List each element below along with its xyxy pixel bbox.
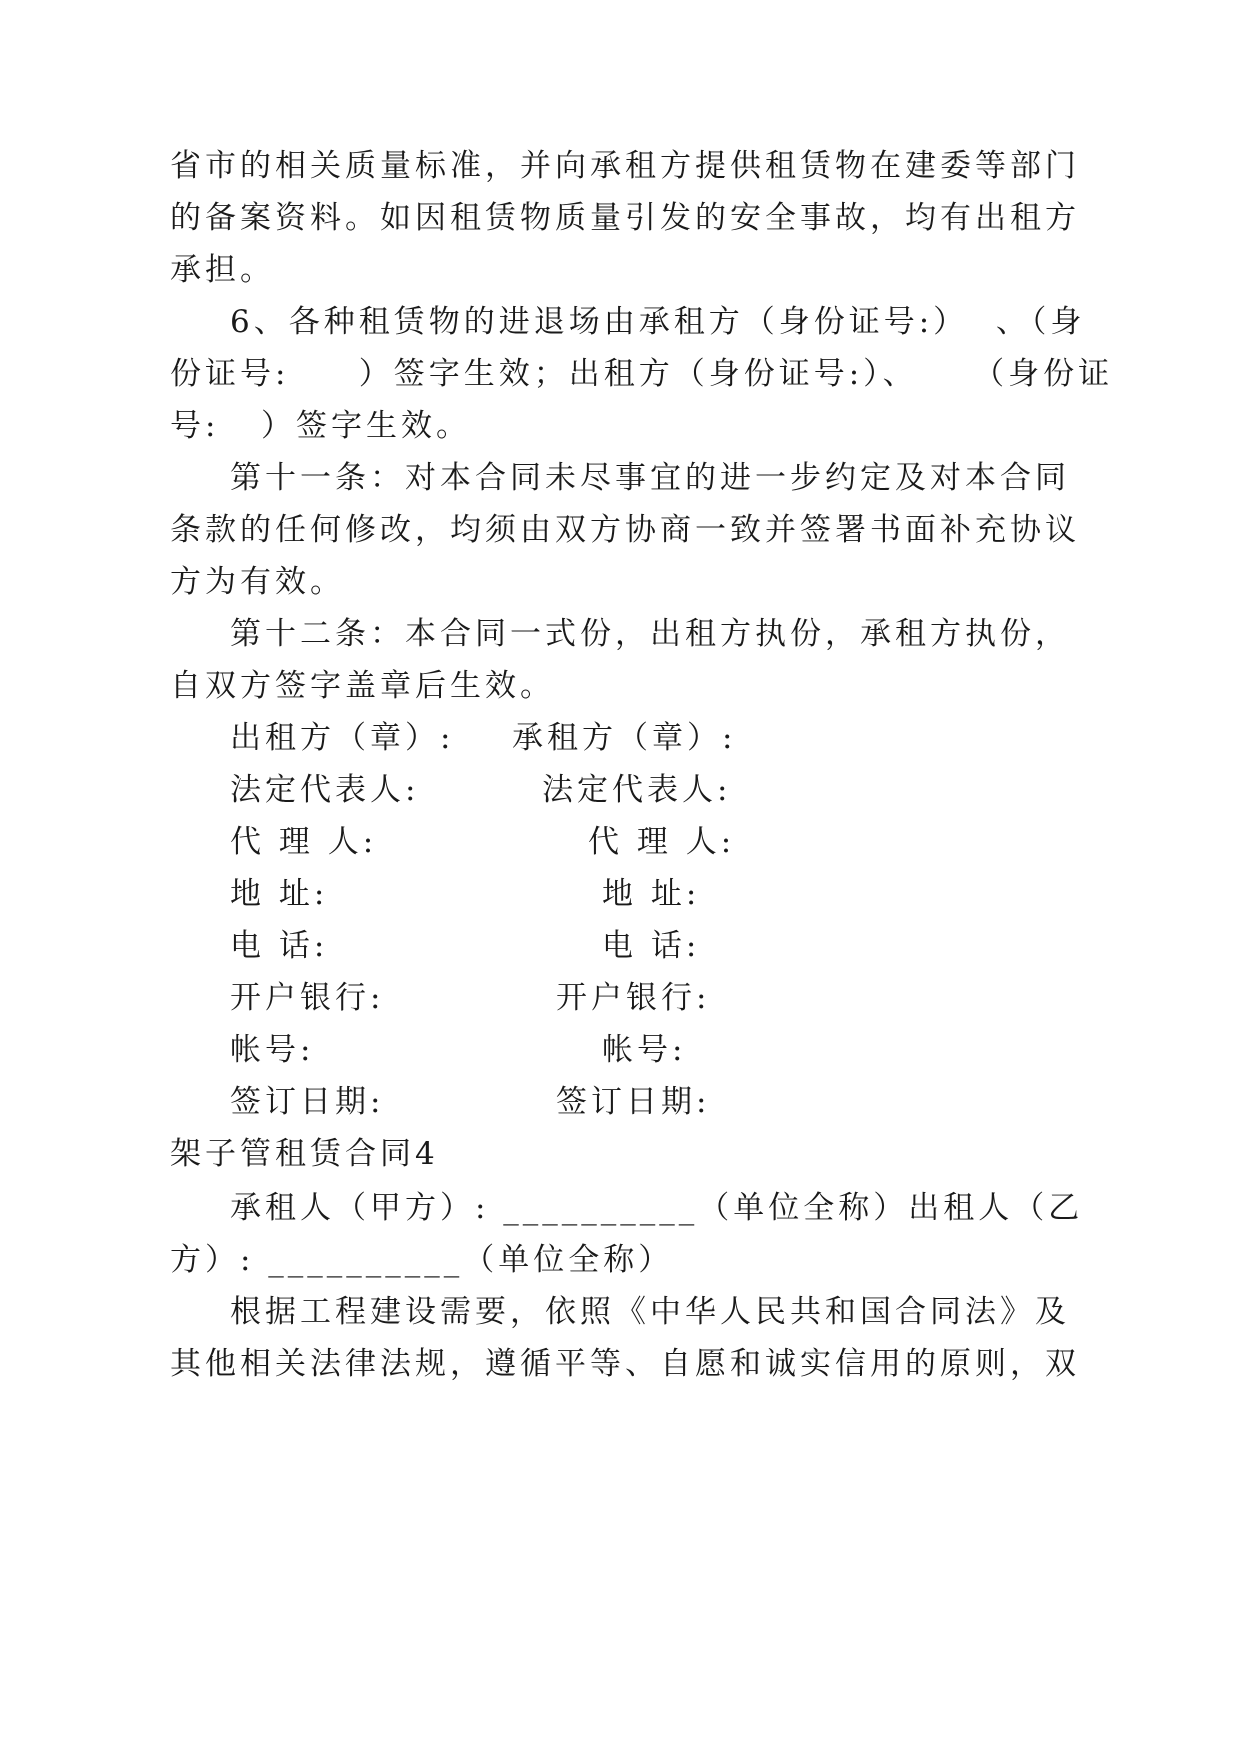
body-line: 6、各种租赁物的进退场由承租方（身份证号:） 、（身 <box>230 304 1086 340</box>
signature-left-line: 开户银行: <box>230 980 385 1016</box>
body-line: 方）: __________（单位全称） <box>170 1242 674 1278</box>
signature-left-line: 地 址: <box>230 876 329 912</box>
body-line: 其他相关法律法规，遵循平等、自愿和诚实信用的原则，双 <box>170 1346 1080 1382</box>
body-line: 承租人（甲方）: __________（单位全称）出租人（乙 <box>230 1190 1084 1226</box>
section-title: 架子管租赁合同4 <box>170 1136 439 1172</box>
body-line: 第十二条：本合同一式份，出租方执份，承租方执份， <box>230 616 1070 652</box>
body-line: 自双方签字盖章后生效。 <box>170 668 555 704</box>
signature-right-line: 电 话: <box>602 928 701 964</box>
signature-right-line: 帐号: <box>602 1032 687 1068</box>
signature-right-line: 代 理 人: <box>588 824 736 860</box>
signature-left-line: 签订日期: <box>230 1084 385 1120</box>
body-line: 的备案资料。如因租赁物质量引发的安全事故，均有出租方 <box>170 200 1080 236</box>
signature-left-line: 出租方（章）: <box>230 720 455 756</box>
signature-left-line: 代 理 人: <box>230 824 378 860</box>
body-line: 省市的相关质量标准，并向承租方提供租赁物在建委等部门 <box>170 148 1080 184</box>
body-line: 根据工程建设需要，依照《中华人民共和国合同法》及 <box>230 1294 1070 1330</box>
signature-right-line: 承租方（章）: <box>512 720 737 756</box>
body-line: 条款的任何修改，均须由双方协商一致并签署书面补充协议 <box>170 512 1080 548</box>
body-line: 第十一条：对本合同未尽事宜的进一步约定及对本合同 <box>230 460 1070 496</box>
signature-right-line: 开户银行: <box>556 980 711 1016</box>
body-line: 承担。 <box>170 252 275 288</box>
body-line: 方为有效。 <box>170 564 345 600</box>
body-line: 号: ）签字生效。 <box>170 408 472 444</box>
body-line: 份证号: ）签字生效；出租方（身份证号:）、 （身份证 <box>170 356 1114 392</box>
signature-left-line: 帐号: <box>230 1032 315 1068</box>
signature-left-line: 电 话: <box>230 928 329 964</box>
signature-right-line: 法定代表人: <box>542 772 732 808</box>
signature-right-line: 地 址: <box>602 876 701 912</box>
signature-right-line: 签订日期: <box>556 1084 711 1120</box>
signature-left-line: 法定代表人: <box>230 772 420 808</box>
